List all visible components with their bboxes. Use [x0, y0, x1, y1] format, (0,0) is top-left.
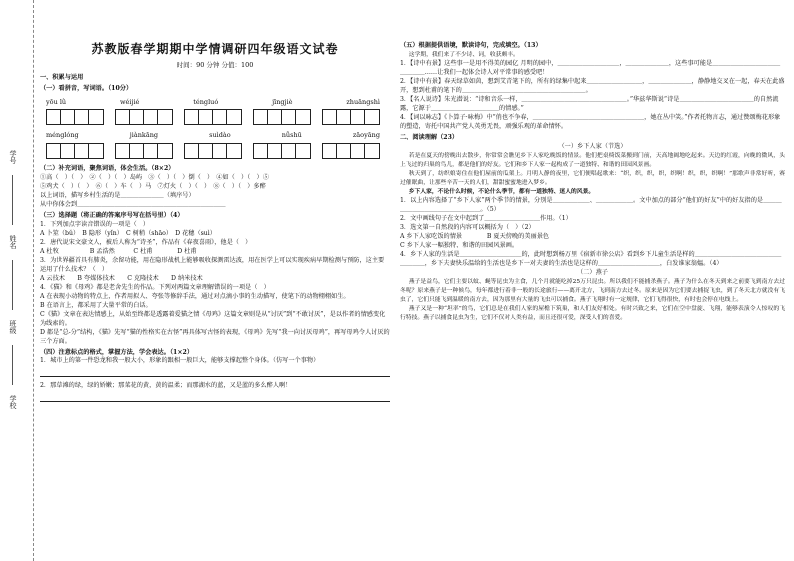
writing-grid-row-1	[46, 109, 380, 125]
question-line: 以上词语，描写乡村生活的是＿＿＿＿＿＿＿（填序号）	[40, 191, 195, 199]
binding-label-school: 学校	[9, 395, 17, 409]
binding-label-class: 班级	[9, 320, 17, 334]
writing-grid[interactable]	[322, 109, 380, 125]
reading-paragraph: 乡下人家，不论什么时候，不论什么季节，都有一道独特、迷人的风景。	[408, 188, 595, 195]
writing-grid[interactable]	[46, 109, 104, 125]
pinyin-label: jiànkāng	[129, 131, 159, 140]
option-line: A 卜筮（bǔ） B 隐形（yǐn） C 树稍（shāo） D 花穗（suì）	[40, 229, 216, 237]
answer-line[interactable]	[40, 393, 390, 402]
writing-grid[interactable]	[46, 143, 104, 159]
question-line: 1．城市上的第一件恐龙和我一般大小，形象的跟相一般巨大，能够支撑起整个身体。（仿写一个事物）	[40, 357, 320, 365]
reading-paragraph: 若是在夏天的傍晚出去散步，你常常会瞧见乡下人家吃晚饭的情景。他们把桌椅饭菜搬到门前，天高地阔地吃起来。天边的红霞，向晚的微风，头上飞过的归巢的鸟儿，都是他们的好友。它们和乡下人家一起构成了一道独特、和谐的田园风景画。	[400, 152, 785, 168]
answer-line[interactable]	[40, 368, 390, 377]
pinyin-label: zhuāngshì	[346, 97, 380, 106]
question-line: 1．下列加点字读音错误的一项是（ ）	[40, 220, 150, 228]
question-line: 4．乡下人家的生活是＿＿＿＿＿＿＿＿＿＿的，此时想到杨万里《宿新市徐公店》看到乡下儿童生活是样的＿＿＿＿＿＿＿＿＿＿＿＿＿＿＿＿＿＿，乡下夫妻快乐温给的生活也是乡下一对夫妻的生活也是这样的＿＿＿＿＿＿＿＿＿＿，白发谁家翁媪。（4）	[400, 250, 782, 267]
writing-grid-row-2	[46, 143, 380, 159]
question-heading: （二）补充词语，聚焦词语，体会生活。（8×2）	[40, 164, 175, 172]
exam-meta: 时间：90 分钟 分值：100	[176, 61, 254, 69]
question-line: 3．选文第一自然段的内容可以概括为（ ）（2）	[400, 223, 535, 231]
writing-grid[interactable]	[184, 143, 242, 159]
writing-grid[interactable]	[253, 143, 311, 159]
pinyin-label: ménglóng	[46, 131, 79, 140]
reading-paragraph: 燕子又是一种“坦率”的鸟，它们总是在我们人家的屋檐下筑巢，和人们友好相处。有时兴致之来，它们在空中盘旋、飞翔，能够表演令人惊叹的飞行特技。燕子以捕食昆虫为生，它们不仅对人类有益，而且还很可爱，深受人们的喜爱。	[400, 305, 785, 321]
binding-label-name: 姓名	[9, 235, 17, 249]
option-line: A 云技术 B 夸媒体技术 C 克隆技术 D 纳米技术	[40, 274, 203, 282]
left-column	[40, 72, 390, 404]
question-line: 4．《猫》和《母鸡》都是老舍先生的作品。下列对两篇文章理解错误的一项是（ ）	[40, 283, 270, 291]
question-line: 2．唐代说宋文豪文人，被后人称为“诗圣”，作品有《春夜喜雨》，他是（ ）	[40, 238, 252, 246]
option-line: D 都是“总-分”结构，《猫》先写“猫的性格实在古怪”再具体写古怪的表现，《母鸡》先写“我一向讨厌母鸡”，再写母鸡令人讨厌的三个方面。	[40, 328, 390, 345]
question-heading: （一）看拼音，写词语。（10分）	[40, 84, 133, 92]
question-line: 4．【词以咏志】《卜算子·咏梅》中“俏也不争春，＿＿＿＿＿＿＿＿＿＿＿＿＿＿＿＿＿＿，她在丛中笑。”作者托物言志，通过赞颂梅花形象的塑造，寄托中国共产党人英勇无畏，顽强乐观的革命情怀。	[400, 113, 781, 130]
binding-line	[12, 175, 13, 225]
reading-paragraph: 燕子是益鸟，它们主要以蚊、蝇等昆虫为主食，几个月就能吃掉25万只昆虫。所以我们不能捕杀燕子。燕子为什么在冬天到来之前要飞到南方去过冬呢？原来燕子是一种候鸟，每年都进行着非一般的长途旅行——离开北方，飞到南方去过冬。原来是因为它们要去捕捉飞虫，到了冬天北方就没有飞虫了，它们只能飞到温暖的南方去，因为那里有大量的飞虫可以捕食。燕子飞翔时有一定规律，它们飞得很快，有时也会停在电线上。	[400, 278, 785, 303]
question-line: 1．【诗中有景】这些事一是用不得美的园亿 月明的园中，＿＿＿＿＿＿＿＿＿＿，＿＿＿＿＿＿＿，这些事可能是＿＿＿＿＿＿＿＿＿＿＿＿＿＿＿……让我们一起体会诗人对平常事的感受吧！	[400, 59, 781, 76]
binding-line	[12, 260, 13, 310]
question-intro: 这学期，我们来了不少诗、词，收获颇丰。	[408, 51, 519, 58]
option-line: A 乡下人家吃饭的情景 B 夏天傍晚的美丽景色	[400, 232, 550, 240]
option-line: A 杜牧 B 孟浩然 C 杜甫 D 杜甫	[40, 247, 197, 255]
page-title: 苏教版春学期期中学情调研四年级语文试卷	[91, 42, 339, 56]
writing-grid[interactable]	[115, 109, 173, 125]
option-line: C 乡下人家一幅独特、和谐的田园风景画。	[400, 241, 519, 249]
question-line: 3．为世界疆首具有肺炎，余留功能，用在隐形战机上能够吸收探测雷达波，用在医学上可以实现疾病早期检测与预防，这主要运用了什么技术？（ ）	[40, 256, 385, 273]
pinyin-label: yōu lǜ	[46, 97, 67, 106]
option-line: C《猫》文章在表达情感上，从始至终都是透露着爱猫之情《母鸡》这篇文章则是从“讨厌”到“不敢讨厌”，是以作者的情感变化为线索的。	[40, 310, 386, 327]
reading-paragraph: 秋天到了，纺织娘寄住在他们屋前的瓜架上。月明人静的夜里，它们便唱起歌来：“织，织，织，织，织啊！织，织，织啊！”那歌声非常好听，赛过催眠曲，让那些辛苦一天的人们，甜甜蜜蜜地进入梦乡。	[400, 170, 785, 186]
pinyin-label: jīngjiè	[272, 97, 293, 106]
section-heading: 二、阅读理解（23）	[400, 133, 459, 141]
binding-margin	[0, 0, 34, 561]
binding-line	[12, 345, 13, 385]
pinyin-label: nǚshū	[281, 131, 302, 140]
writing-grid[interactable]	[184, 109, 242, 125]
binding-label-student-id: 学号	[9, 150, 17, 164]
option-line: A 在表现小动物的特点上，作者用拟人、夸张等修辞手法，通过对点滴小事的生动描写，使笔下的动物栩栩如生。	[40, 292, 350, 300]
question-line: 3．【名人说诗】朱光潜说：“诗和音乐一样，＿＿＿＿＿＿＿＿＿＿＿＿＿＿＿＿＿。”华兹华斯说“诗是＿＿＿＿＿＿＿＿＿＿＿＿的自然流露，它源于＿＿＿＿＿＿＿＿＿＿＿的情感。”	[400, 95, 779, 112]
writing-grid[interactable]	[115, 143, 173, 159]
question-line: ⑤鸡犬（ ）（ ） ⑥（ ）车（ ）马 ⑦灯火（ ）（ ） ⑧（ ）（ ）多醉	[40, 182, 266, 190]
pinyin-label: suìdào	[209, 131, 231, 140]
question-line: ①高（ ）（ ） ②（ ）（ ）岛屿 ③（ ）（ ）倒（ ） ④如（ ）（ ）⑤	[40, 173, 269, 181]
pinyin-label: wéijié	[119, 97, 140, 106]
reading-title: （二）燕子	[577, 268, 608, 276]
question-heading: （四）注意标点的格式，掌握方法，学会表达。（1×2）	[40, 348, 194, 356]
pinyin-label: zāoyāng	[352, 131, 380, 140]
question-heading: （五）根据提供语境，默读诗句，完成填空。（13）	[400, 42, 542, 49]
question-line: 从中你体会到＿＿＿＿＿＿＿＿＿＿＿＿＿＿＿＿＿＿＿＿＿＿＿＿	[40, 200, 226, 208]
question-heading: （三）选择题（将正确的答案序号写在括号里）（4）	[40, 211, 184, 219]
question-line: 1．以上内容选择了“乡下人家”两个季节的情景，分别是＿＿＿＿＿＿、＿＿＿＿＿＿。文中加点的部分“他们的好友”中的好友指的是＿＿＿＿＿＿＿＿＿＿＿＿＿＿＿＿。（5）	[400, 196, 782, 213]
pinyin-row-1	[46, 98, 380, 107]
option-line: B 在语言上，都采用了大量平常的白话。	[40, 301, 152, 309]
question-line: 2．【诗中有景】春天绿草如茵，想到艾青笔下的，所有的绿集中起来＿＿＿＿＿＿＿＿＿，＿＿＿＿＿＿＿，静静地交叉在一起，春天在此盛开，想到杜甫的笔下的＿＿＿＿＿＿＿＿＿＿＿＿＿＿＿＿＿＿＿＿。	[400, 77, 785, 94]
question-line: 2．文中画线句子在文中起到了＿＿＿＿＿＿＿＿＿作用。（1）	[400, 214, 572, 222]
writing-grid[interactable]	[322, 143, 380, 159]
pinyin-label: téngluó	[193, 97, 219, 106]
writing-grid[interactable]	[253, 109, 311, 125]
question-line: 2．那草滩的绿，绿的娇嫩；那菜花的黄，黄的温柔；而那湖水的蓝，又是蓝的多么醉人啊！	[40, 382, 292, 390]
right-column	[400, 40, 785, 323]
reading-title: （一）乡下人家（节选）	[558, 142, 627, 150]
section-heading: 一、积累与运用	[40, 74, 84, 81]
pinyin-row-2	[46, 131, 380, 140]
